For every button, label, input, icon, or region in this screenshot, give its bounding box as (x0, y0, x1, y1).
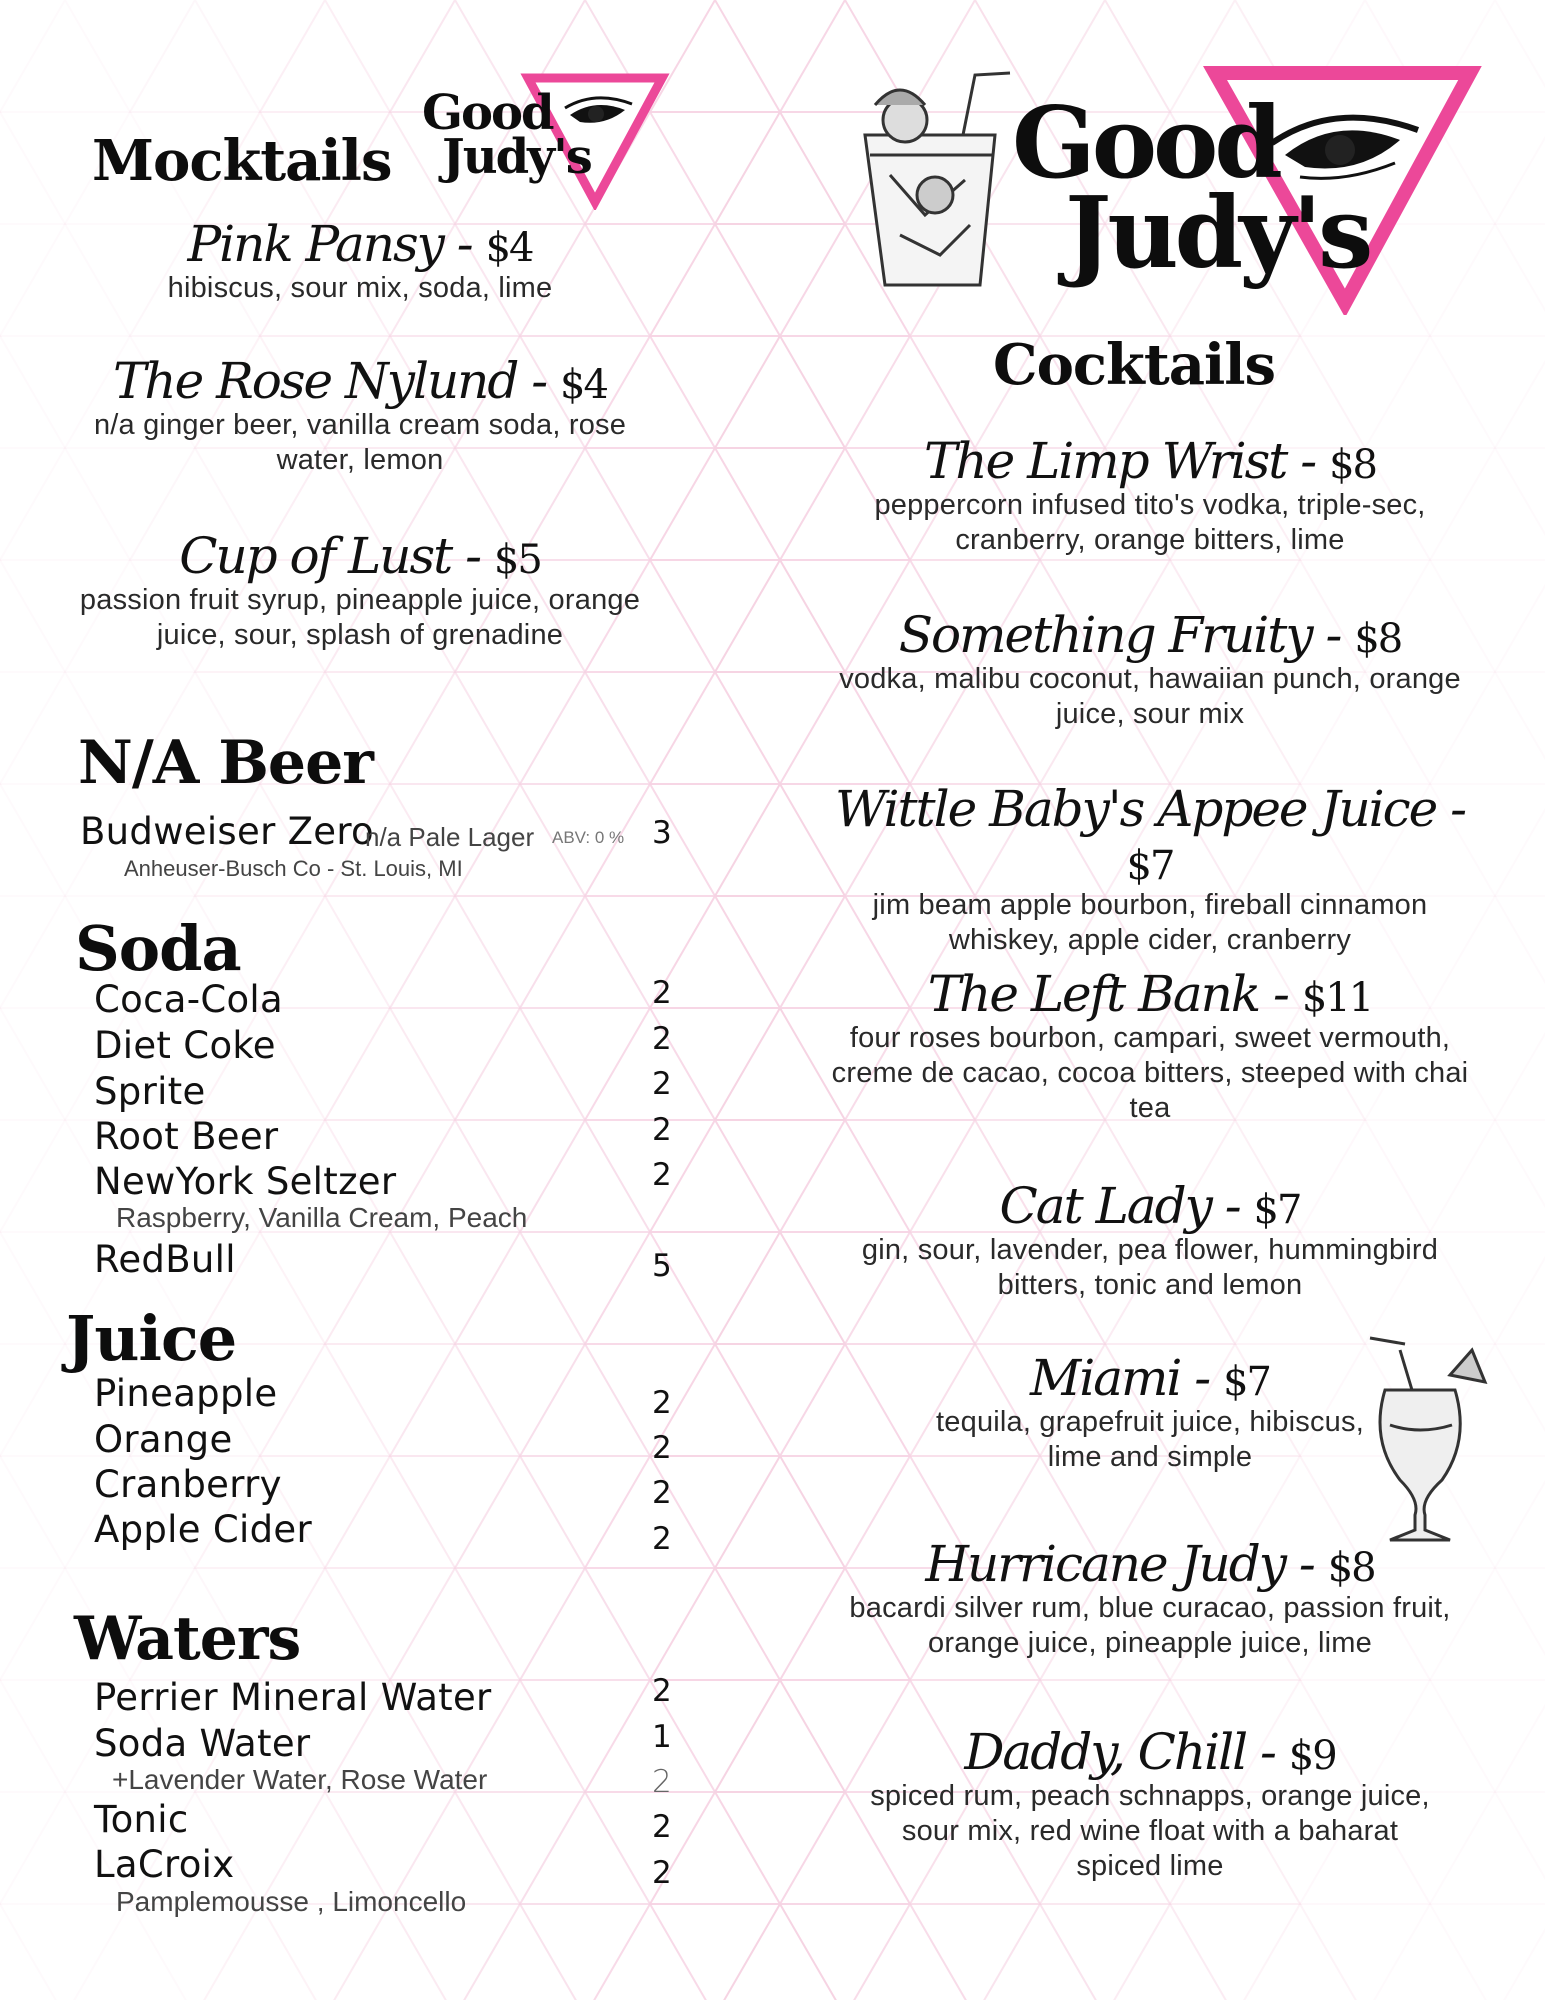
drink-description: spiced rum, peach schnapps, orange juice, sour mix, red wine float with a baharat spiced lime (870, 1779, 1430, 1883)
drink-description: peppercorn infused tito's vodka, triple-sec, cranberry, orange bitters, lime (874, 488, 1426, 556)
bg-triangle (1365, 336, 1495, 448)
bg-triangle (1430, 1120, 1545, 1232)
drink-price: $4 (560, 362, 607, 408)
beer-brewery: Anheuser-Busch Co - St. Louis, MI (124, 856, 463, 881)
juice-price: 2 (652, 1430, 672, 1466)
bg-triangle (1105, 1904, 1235, 2000)
drink-name: Something Fruity (898, 606, 1312, 664)
bg-triangle (325, 1456, 455, 1568)
main-logo-good: Good (1012, 86, 1279, 201)
bg-triangle (585, 1456, 715, 1568)
cocktail-item: Hurricane Judy - $8 bacardi silver rum, blue curacao, passion fruit, orange juice, pineapple juice, lime (820, 1538, 1480, 1661)
drink-description: n/a ginger beer, vanilla cream soda, rose water, lemon (93, 408, 627, 476)
drink-description: vodka, malibu coconut, hawaiian punch, orange juice, sour mix (839, 662, 1461, 730)
waters-heading: Waters (74, 1604, 301, 1674)
bg-triangle (0, 1232, 65, 1344)
bg-triangle (520, 672, 650, 784)
soda-price: 5 (652, 1248, 672, 1284)
bg-triangle (455, 1456, 585, 1568)
juice-price: 2 (652, 1521, 672, 1557)
bg-triangle (975, 1904, 1105, 2000)
bg-triangle (585, 1008, 715, 1120)
bg-triangle (1495, 784, 1545, 896)
bg-triangle (455, 1232, 585, 1344)
juice-price: 2 (652, 1475, 672, 1511)
drink-price: $8 (1354, 616, 1402, 662)
bg-triangle (1495, 1680, 1545, 1792)
bg-triangle (1495, 1456, 1545, 1568)
drink-description: jim beam apple bourbon, fireball cinnamon whiskey, apple cider, cranberry (872, 889, 1428, 957)
bg-triangle (130, 0, 260, 112)
drink-price: $7 (1253, 1187, 1301, 1233)
soda-heading: Soda (75, 912, 241, 985)
bg-triangle (845, 1904, 975, 2000)
bg-triangle (1495, 336, 1545, 448)
bg-triangle (650, 672, 780, 784)
soda-price: 2 (652, 1021, 672, 1057)
bg-triangle (520, 1120, 650, 1232)
bg-triangle (650, 448, 780, 560)
drink-description: bacardi silver rum, blue curacao, passion fruit, orange juice, pineapple juice, lime (849, 1591, 1451, 1659)
water-price: 2 (652, 1855, 672, 1891)
soda-item: Root Beer (94, 1115, 279, 1158)
drink-name: Miami (1030, 1349, 1181, 1407)
bg-triangle (390, 1568, 520, 1680)
bg-triangle (520, 1344, 650, 1456)
drink-description: tequila, grapefruit juice, hibiscus, lime and simple (936, 1405, 1364, 1473)
bg-triangle (0, 336, 65, 448)
bg-triangle (715, 560, 845, 672)
bg-triangle (325, 1232, 455, 1344)
juice-item: Cranberry (94, 1463, 282, 1506)
bg-triangle (715, 784, 845, 896)
bg-triangle (65, 1904, 195, 2000)
bg-triangle (585, 1904, 715, 2000)
drink-description: gin, sour, lavender, pea flower, hummingbird bitters, tonic and lemon (861, 1233, 1439, 1301)
drink-price: $7 (1223, 1359, 1270, 1405)
soda-item: Sprite (94, 1070, 206, 1113)
soda-price: 2 (652, 975, 672, 1011)
bg-triangle (0, 560, 65, 672)
small-logo (420, 70, 670, 210)
drink-price: $8 (1327, 1545, 1375, 1591)
bg-triangle (520, 1568, 650, 1680)
bg-triangle (1495, 112, 1545, 224)
drink-name: Daddy, Chill (964, 1723, 1247, 1781)
small-logo-good: Good (422, 85, 553, 141)
bg-triangle (0, 1680, 65, 1792)
water-price: 2 (652, 1809, 672, 1845)
soda-price: 2 (652, 1112, 672, 1148)
bg-triangle (1495, 560, 1545, 672)
bg-triangle (585, 1232, 715, 1344)
drink-name: The Left Bank (927, 965, 1260, 1023)
bg-triangle (715, 1680, 845, 1792)
cocktail-item: Wittle Baby's Appee Juice - $7 jim beam apple bourbon, fireball cinnamon whiskey, apple cider, cranberry (830, 783, 1470, 959)
drink-price: $7 (1126, 842, 1174, 889)
bg-triangle (455, 1904, 585, 2000)
soda-item: NewYork Seltzer (94, 1160, 397, 1203)
soda-item: Diet Coke (94, 1024, 276, 1067)
bg-triangle (0, 1904, 65, 2000)
soda-price: 2 (652, 1066, 672, 1102)
cocktail-item: The Limp Wrist - $8 peppercorn infused tito's vodka, triple-sec, cranberry, orange bitters, lime (830, 435, 1470, 558)
bg-triangle (260, 0, 390, 112)
bg-triangle (650, 1568, 780, 1680)
bg-triangle (390, 896, 520, 1008)
bg-triangle (650, 224, 780, 336)
water-price: 2 (652, 1764, 672, 1800)
drink-price: $9 (1288, 1733, 1336, 1779)
drink-price: $5 (493, 537, 541, 583)
cocktail-item: Cat Lady - $7 gin, sour, lavender, pea flower, hummingbird bitters, tonic and lemon (860, 1180, 1440, 1303)
cocktail-item: Daddy, Chill - $9 spiced rum, peach schnapps, orange juice, sour mix, red wine float with a baharat spiced lime (860, 1726, 1440, 1885)
bg-triangle (0, 0, 130, 112)
soda-price: 2 (652, 1157, 672, 1193)
drink-price: $8 (1329, 442, 1376, 488)
cocktail-item: Something Fruity - $8 vodka, malibu coconut, hawaiian punch, orange juice, sour mix (830, 609, 1470, 732)
drink-name: Cat Lady (999, 1177, 1211, 1235)
water-price: 1 (652, 1719, 672, 1755)
drink-description: passion fruit syrup, pineapple juice, orange juice, sour, splash of grenadine (79, 583, 641, 651)
water-note: Pamplemousse , Limoncello (116, 1886, 467, 1917)
mocktail-item: The Rose Nylund - $4 n/a ginger beer, vanilla cream soda, rose water, lemon (80, 355, 640, 478)
bg-triangle (390, 672, 520, 784)
cocktail-glass-illustration-icon (845, 65, 1015, 295)
drink-name: Pink Pansy (187, 215, 443, 273)
soda-item: Coca-Cola (94, 978, 283, 1021)
bg-triangle (715, 112, 845, 224)
bg-triangle (195, 1904, 325, 2000)
drink-name: Cup of Lust (179, 527, 452, 585)
drink-price: $4 (485, 225, 533, 271)
hurricane-glass-illustration-icon (1360, 1330, 1490, 1550)
bg-triangle (520, 1792, 650, 1904)
beer-price: 3 (652, 815, 672, 851)
beer-abv: ABV: 0 % (552, 828, 625, 847)
bg-triangle (325, 1008, 455, 1120)
juice-price: 2 (652, 1385, 672, 1421)
bg-triangle (0, 784, 65, 896)
bg-triangle (520, 896, 650, 1008)
bg-triangle (1495, 1008, 1545, 1120)
drink-name: The Limp Wrist (924, 432, 1287, 490)
cocktail-item: The Left Bank - $11 four roses bourbon, campari, sweet vermouth, creme de cacao, cocoa bitters, steeped with chai tea (820, 968, 1480, 1127)
na-beer-heading: N/A Beer (78, 728, 373, 798)
drink-description: hibiscus, sour mix, soda, lime (167, 271, 553, 304)
soda-note: Raspberry, Vanilla Cream, Peach (116, 1202, 528, 1233)
bg-triangle (0, 1008, 65, 1120)
water-item: Perrier Mineral Water (94, 1676, 492, 1719)
bg-triangle (0, 1456, 65, 1568)
bg-triangle (390, 1344, 520, 1456)
juice-heading: Juice (66, 1302, 237, 1375)
main-logo-judys: Judy's (1065, 176, 1370, 291)
beer-name: Budweiser Zero (80, 810, 374, 853)
juice-item: Pineapple (94, 1372, 278, 1415)
water-item: LaCroix (94, 1843, 235, 1886)
drink-price: $11 (1301, 975, 1373, 1021)
bg-triangle (585, 1680, 715, 1792)
mocktail-item: Pink Pansy - $4 hibiscus, sour mix, soda, lime (60, 218, 660, 306)
water-addon: +Lavender Water, Rose Water (112, 1764, 488, 1795)
mocktails-heading: Mocktails (92, 128, 392, 194)
bg-triangle (0, 112, 65, 224)
bg-triangle (1495, 1232, 1545, 1344)
mocktail-item: Cup of Lust - $5 passion fruit syrup, pineapple juice, orange juice, sour, splash of grenadine (70, 530, 650, 653)
drink-name: Hurricane Judy (925, 1535, 1285, 1593)
main-logo (1000, 55, 1490, 315)
cocktails-heading: Cocktails (993, 332, 1276, 398)
bg-triangle (325, 1904, 455, 2000)
juice-item: Orange (94, 1418, 233, 1461)
bg-triangle (1495, 1904, 1545, 2000)
bg-triangle (715, 1232, 845, 1344)
drink-name: The Rose Nylund (113, 352, 518, 410)
bg-triangle (1430, 1792, 1545, 1904)
bg-triangle (715, 336, 845, 448)
drink-name: Wittle Baby's Appee Juice (834, 780, 1437, 838)
small-logo-judys: Judy's (442, 129, 591, 185)
cocktail-item: Miami - $7 tequila, grapefruit juice, hibiscus, lime and simple (930, 1352, 1370, 1475)
soda-item: RedBull (94, 1238, 236, 1281)
bg-triangle (780, 1344, 910, 1456)
bg-triangle (1365, 1904, 1495, 2000)
bg-triangle (260, 1344, 390, 1456)
beer-style: n/a Pale Lager (365, 822, 535, 852)
juice-item: Apple Cider (94, 1508, 312, 1551)
bg-triangle (455, 1008, 585, 1120)
water-item: Tonic (94, 1798, 189, 1841)
bg-triangle (715, 1904, 845, 2000)
water-price: 2 (652, 1673, 672, 1709)
bg-triangle (1235, 1904, 1365, 2000)
drink-description: four roses bourbon, campari, sweet vermouth, creme de cacao, cocoa bitters, steeped with chai tea (831, 1021, 1469, 1125)
water-item: Soda Water (94, 1722, 311, 1765)
